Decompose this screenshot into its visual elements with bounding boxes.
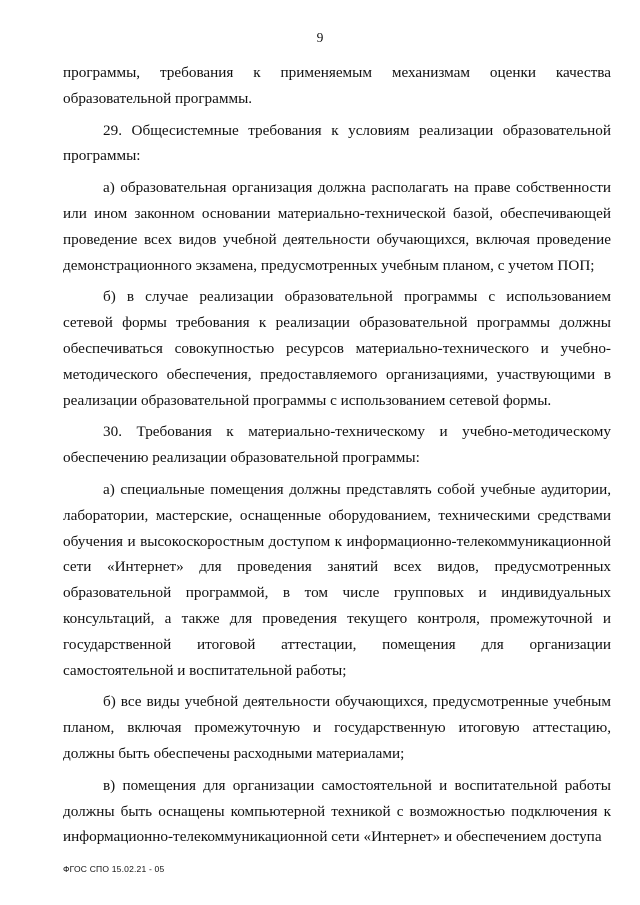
- document-body: [63, 60, 611, 856]
- paragraph-item-30: 30. Требования к материально-техническому и учебно-методическому обеспечению реализации образовательной программы:: [63, 423, 611, 467]
- paragraph-29-b: б) в случае реализации образовательной программы с использованием сетевой формы требования к реализации образовательной программы должны обеспечиваться совокупностью ресурсов материально-технического и учебно-методического обеспечения, предоставляемого организациями, участвующими в реализации образовательной программы с использованием сетевой формы.: [63, 288, 611, 409]
- paragraph-continuation: программы, требования к применяемым механизмам оценки качества образовательной программы.: [63, 64, 611, 107]
- document-footer-code: ФГОС СПО 15.02.21 - 05: [63, 864, 165, 874]
- paragraph-item-29: 29. Общесистемные требования к условиям реализации образовательной программы:: [63, 121, 611, 165]
- paragraph-30-a: а) специальные помещения должны представлять собой учебные аудитории, лаборатории, мастерские, оснащенные оборудованием, техническими средствами обучения и высокоскоростным доступом к информационно-телекоммуникационной сети «Интернет» для проведения занятий всех видов, предусмотренных образовательной программой, в том числе групповых и индивидуальных консультаций, а также для проведения текущего контроля, промежуточной и государственной итоговой аттестации, помещения для организации самостоятельной и воспитательной работы;: [63, 480, 611, 679]
- page-number: 9: [316, 30, 324, 45]
- paragraph-30-v: в) помещения для организации самостоятельной и воспитательной работы должны быть оснащены компьютерной техникой с возможностью подключения к информационно-телекоммуникационной сети «Интернет» и обеспечением доступа: [63, 776, 611, 846]
- paragraph-29-a: а) образовательная организация должна располагать на праве собственности или ином законном основании материально-технической базой, обеспечивающей проведение всех видов учебной деятельности обучающихся, включая проведение демонстрационного экзамена, предусмотренных учебным планом, с учетом ПОП;: [63, 179, 611, 274]
- paragraph-30-b: б) все виды учебной деятельности обучающихся, предусмотренные учебным планом, включая промежуточную и государственную итоговую аттестацию, должны быть обеспечены расходными материалами;: [63, 693, 611, 762]
